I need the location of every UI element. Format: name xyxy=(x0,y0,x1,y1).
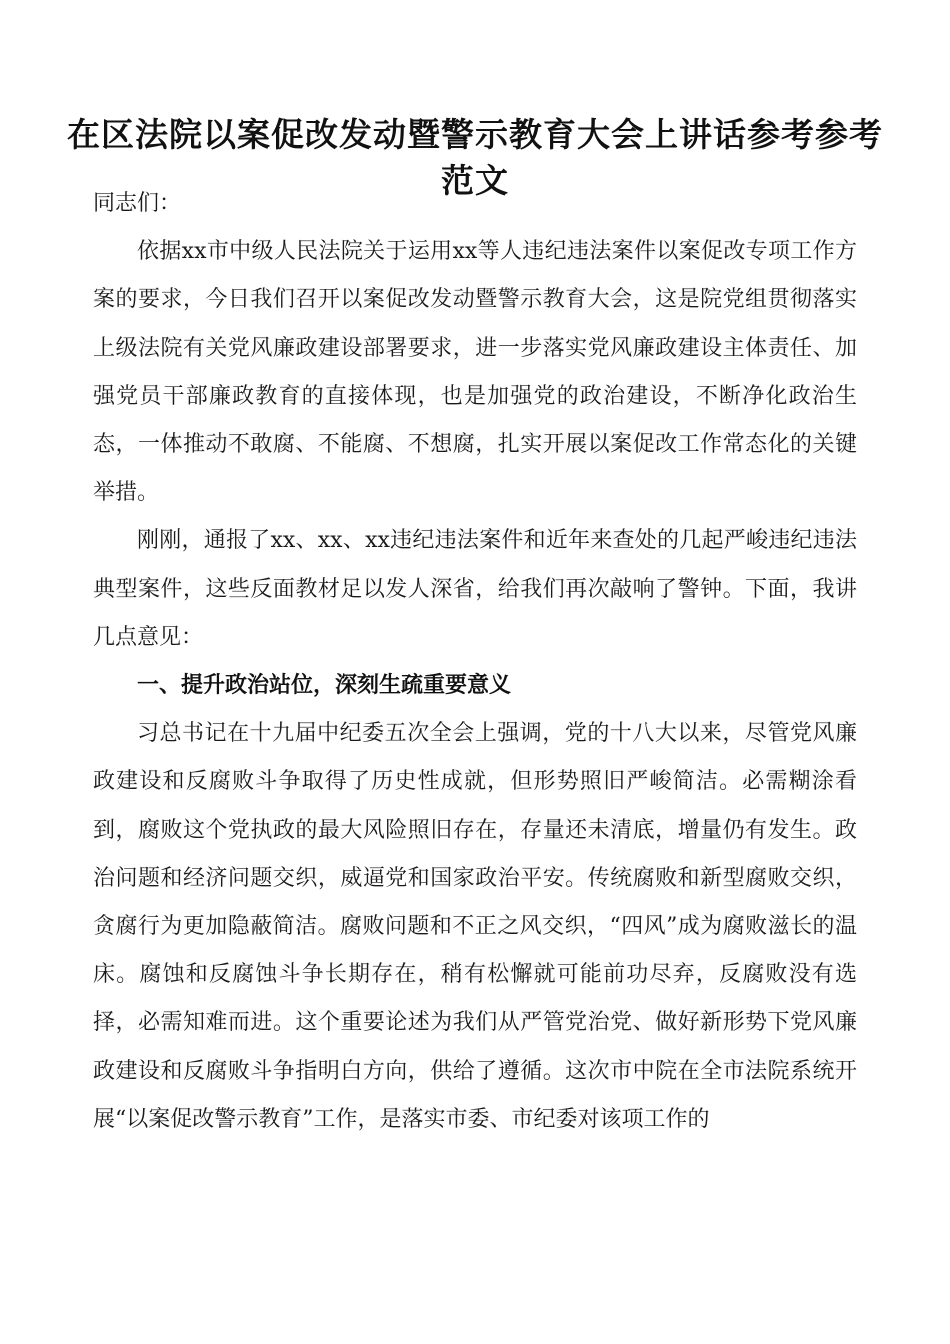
document-title: 在区法院以案促改发动暨警示教育大会上讲话参考参考范文 xyxy=(67,115,883,200)
document-body xyxy=(93,180,857,1144)
paragraph-section-one: 习总书记在十九届中纪委五次全会上强调，党的十八大以来，尽管党风廉政建设和反腐败斗争取得了历史性成就，但形势照旧严峻简洁。必需糊涂看到，腐败这个党执政的最大风险照旧存在，存量还未清底，增量仍有发生。政治问题和经济问题交织，威逼党和国家政治平安。传统腐败和新型腐败交织，贪腐行为更加隐蔽简洁。腐败问题和不正之风交织，“四风”成为腐败滋长的温床。腐蚀和反腐蚀斗争长期存在，稍有松懈就可能前功尽弃，反腐败没有选择，必需知难而进。这个重要论述为我们从严管党治党、做好新形势下党风廉政建设和反腐败斗争指明白方向，供给了遵循。这次市中院在全市法院系统开展“以案促改警示教育”工作，是落实市委、市纪委对该项工作的 xyxy=(93,721,857,1132)
salutation: 同志们： xyxy=(93,191,182,216)
paragraph-intro: 依据xx市中级人民法院关于运用xx等人违纪违法案件以案促改专项工作方案的要求，今日我们召开以案促改发动暨警示教育大会，这是院党组贯彻落实上级法院有关党风廉政建设部署要求，进一步落实党风廉政建设主体责任、加强党员干部廉政教育的直接体现，也是加强党的政治建设，不断净化政治生态，一体推动不敢腐、不能腐、不想腐，扎实开展以案促改工作常态化的关键举措。 xyxy=(93,239,857,506)
section-heading: 一、提升政治站位，深刻生疏重要意义 xyxy=(137,673,512,699)
paragraph-cases: 刚刚，通报了xx、xx、xx违纪违法案件和近年来查处的几起严峻违纪违法典型案件，这些反面教材足以发人深省，给我们再次敲响了警钟。下面，我讲几点意见： xyxy=(93,528,857,650)
